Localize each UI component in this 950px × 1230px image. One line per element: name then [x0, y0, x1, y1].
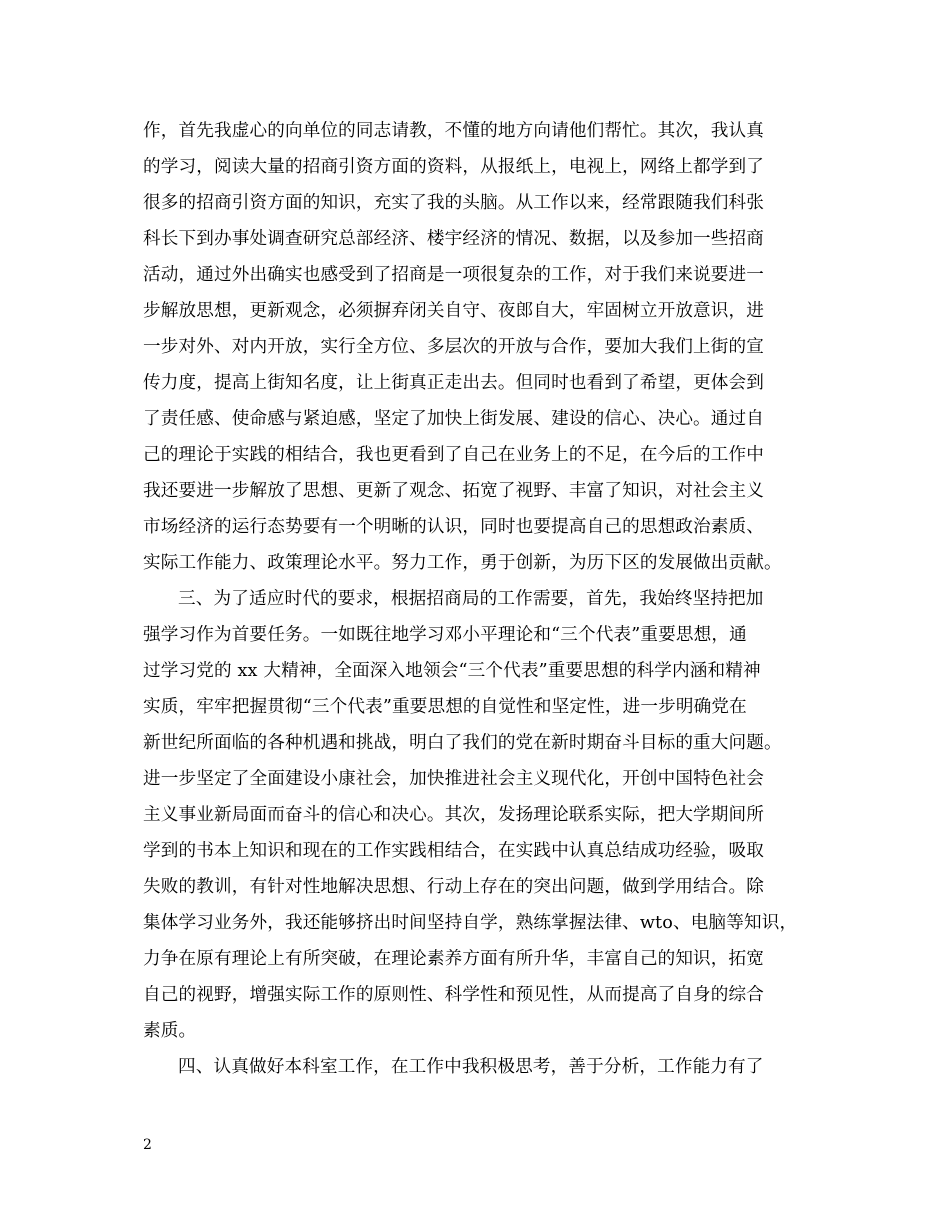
page-number: 2 — [143, 1137, 152, 1153]
text-line: 步解放思想，更新观念，必须摒弃闭关自守、夜郎自大，牢固树立开放意识，进 — [143, 301, 765, 321]
text-line: 自己的视野，增强实际工作的原则性、科学性和预见性，从而提高了自身的综合 — [143, 985, 765, 1005]
text-line: 三、为了适应时代的要求，根据招商局的工作需要，首先，我始终坚持把加 — [178, 589, 764, 609]
text-line: 传力度，提高上街知名度，让上街真正走出去。但同时也看到了希望，更体会到 — [143, 373, 765, 393]
body-text — [143, 113, 833, 1085]
text-line: 素质。 — [143, 1021, 197, 1041]
text-line: 主义事业新局面而奋斗的信心和决心。其次，发扬理论联系实际，把大学期间所 — [143, 805, 765, 825]
text-line: 新世纪所面临的各种机遇和挑战，明白了我们的党在新时期奋斗目标的重大问题。 — [143, 733, 782, 753]
text-line: 己的理论于实践的相结合，我也更看到了自己在业务上的不足，在今后的工作中 — [143, 445, 765, 465]
text-line: 四、认真做好本科室工作，在工作中我积极思考，善于分析，工作能力有了 — [178, 1057, 764, 1077]
text-line: 一步对外、对内开放，实行全方位、多层次的开放与合作，要加大我们上街的宣 — [143, 337, 765, 357]
text-line: 学到的书本上知识和现在的工作实践相结合，在实践中认真总结成功经验，吸取 — [143, 841, 765, 861]
text-line: 活动，通过外出确实也感受到了招商是一项很复杂的工作，对于我们来说要进一 — [143, 265, 765, 285]
text-line: 进一步坚定了全面建设小康社会，加快推进社会主义现代化，开创中国特色社会 — [143, 769, 765, 789]
text-line: 强学习作为首要任务。一如既往地学习邓小平理论和“三个代表”重要思想，通 — [143, 625, 747, 645]
text-line: 科长下到办事处调查研究总部经济、楼宇经济的情况、数据，以及参加一些招商 — [143, 229, 765, 249]
text-line: 力争在原有理论上有所突破，在理论素养方面有所升华，丰富自己的知识，拓宽 — [143, 949, 765, 969]
text-line: 作，首先我虚心的向单位的同志请教，不懂的地方向请他们帮忙。其次，我认真 — [143, 121, 765, 141]
text-line: 实质，牢牢把握贯彻“三个代表”重要思想的自觉性和坚定性，进一步明确党在 — [143, 697, 747, 717]
text-line: 集体学习业务外，我还能够挤出时间坚持自学，熟练掌握法律、wto、电脑等知识， — [143, 913, 798, 933]
text-line: 实际工作能力、政策理论水平。努力工作，勇于创新，为历下区的发展做出贡献。 — [143, 553, 782, 573]
text-line: 我还要进一步解放了思想、更新了观念、拓宽了视野、丰富了知识，对社会主义 — [143, 481, 765, 501]
text-line: 市场经济的运行态势要有一个明晰的认识，同时也要提高自己的思想政治素质、 — [143, 517, 765, 537]
text-line: 过学习党的 xx 大精神，全面深入地领会“三个代表”重要思想的科学内涵和精神 — [143, 661, 761, 681]
text-line: 很多的招商引资方面的知识，充实了我的头脑。从工作以来，经常跟随我们科张 — [143, 193, 765, 213]
text-line: 失败的教训，有针对性地解决思想、行动上存在的突出问题，做到学用结合。除 — [143, 877, 765, 897]
text-line: 了责任感、使命感与紧迫感，坚定了加快上街发展、建设的信心、决心。通过自 — [143, 409, 765, 429]
text-line: 的学习，阅读大量的招商引资方面的资料，从报纸上，电视上，网络上都学到了 — [143, 157, 765, 177]
